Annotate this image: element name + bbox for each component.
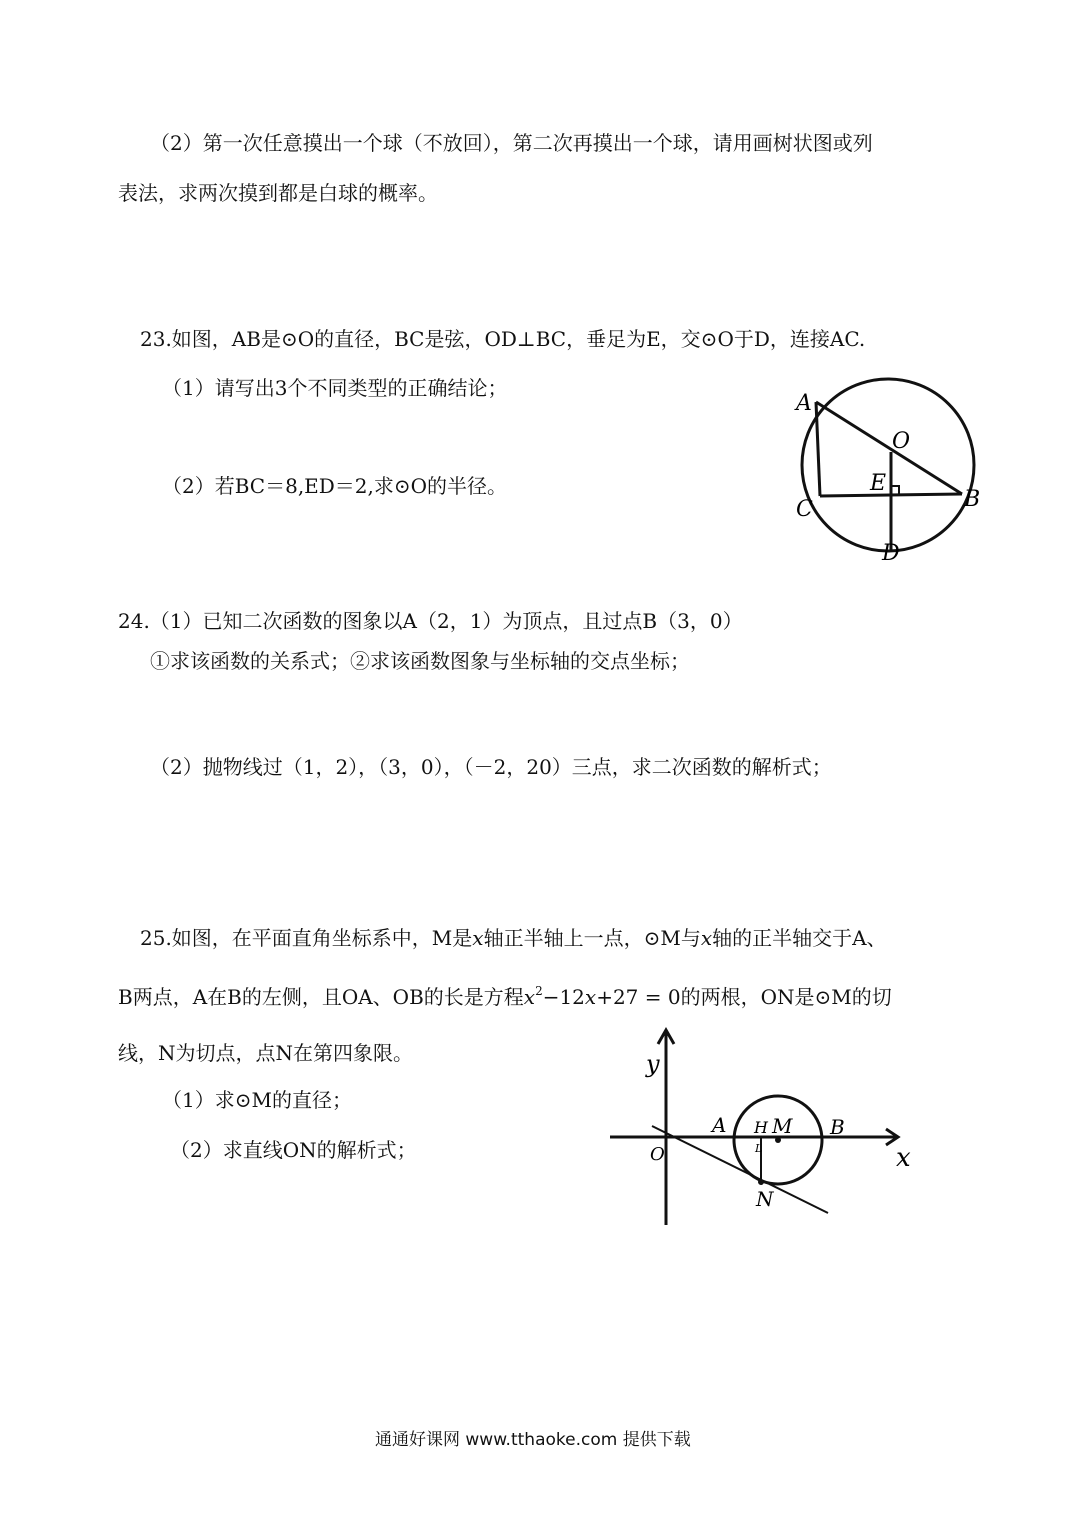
label-m: M	[772, 1114, 793, 1138]
label-n: N	[756, 1187, 774, 1211]
q25-stem-line2-a: B两点，A在B的左侧，且OA、OB的长是方程	[118, 985, 524, 1009]
label-a: A	[712, 1113, 727, 1137]
q24-part1: 24.（1）已知二次函数的图象以A（2，1）为顶点，且过点B（3，0）	[118, 609, 743, 633]
circle-o	[802, 379, 974, 551]
label-y: y	[646, 1050, 660, 1078]
q25-stem-line1-c: 轴的正半轴交于A、	[712, 926, 887, 950]
tangent-on	[652, 1126, 828, 1213]
q23-circle-figure	[780, 360, 1000, 570]
q25-stem-line2	[118, 984, 892, 1009]
eq-tail: +27 = 0	[596, 985, 681, 1009]
label-e: E	[870, 471, 887, 496]
eq-minus-12: −12	[542, 985, 585, 1009]
q25-part1: （1）求⊙M的直径；	[162, 1088, 352, 1112]
q22-part2-line1: （2）第一次任意摸出一个球（不放回），第二次再摸出一个球，请用画树状图或列	[150, 131, 873, 155]
diameter-ab	[816, 402, 962, 494]
label-c: C	[796, 497, 813, 522]
label-l: L	[755, 1142, 763, 1155]
q24-part1-sub: ①求该函数的关系式；②求该函数图象与坐标轴的交点坐标；	[150, 649, 690, 673]
q23-stem: 23.如图，AB是⊙O的直径，BC是弦，OD⊥BC，垂足为E，交⊙O于D，连接AC.	[140, 327, 866, 351]
q25-var-x-a: x	[472, 926, 484, 950]
q25-equation	[524, 985, 681, 1009]
eq-x2: x	[584, 985, 597, 1009]
q24-part2: （2）抛物线过（1，2），（3，0），（－2，20）三点，求二次函数的解析式；	[150, 755, 832, 779]
q25-stem-line3: 线，N为切点，点N在第四象限。	[118, 1041, 413, 1065]
label-x: x	[896, 1143, 911, 1173]
q25-stem-line2-b: 的两根，ON是⊙M的切	[680, 985, 892, 1009]
label-a: A	[796, 391, 812, 416]
label-h: H	[754, 1118, 768, 1137]
label-o: O	[650, 1144, 665, 1165]
q23-part2: （2）若BC＝8,ED＝2,求⊙O的半径。	[162, 474, 508, 498]
q25-stem-line1-a: 25.如图，在平面直角坐标系中，M是	[140, 926, 473, 950]
label-o: O	[892, 429, 911, 454]
eq-exp: 2	[535, 984, 543, 998]
q25-stem-line1-b: 轴正半轴上一点，⊙M与	[483, 926, 701, 950]
label-b: B	[964, 487, 981, 512]
q25-stem-line1	[140, 928, 887, 948]
q23-part1: （1）请写出3个不同类型的正确结论；	[162, 376, 508, 400]
eq-x: x	[523, 985, 536, 1009]
footer-credit: 通通好课网 www.tthaoke.com 提供下载	[375, 1430, 691, 1450]
point-n	[758, 1179, 764, 1185]
q25-var-x-b: x	[700, 926, 713, 950]
q25-coordinate-figure	[600, 1020, 930, 1235]
label-b: B	[830, 1115, 845, 1139]
segment-ac	[816, 402, 820, 496]
q22-part2-line2: 表法，求两次摸到都是白球的概率。	[118, 181, 438, 205]
label-d: D	[882, 541, 900, 566]
q25-part2: （2）求直线ON的解析式；	[170, 1138, 417, 1162]
